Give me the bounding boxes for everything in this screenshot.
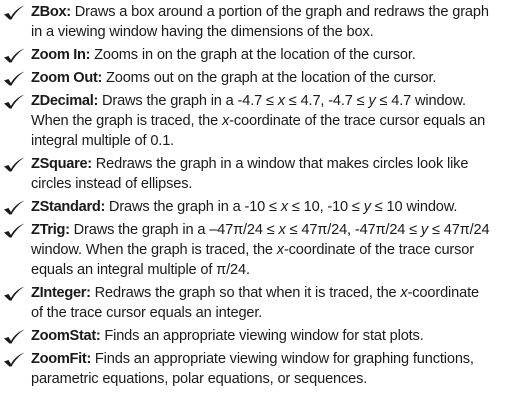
command-description: Redraws the graph so that when it is traced, the <box>90 285 401 301</box>
checkmark-icon <box>3 286 25 301</box>
math-variable: x <box>276 242 284 258</box>
command-description: parametric equations, polar equations, or sequences. <box>31 371 368 387</box>
item-line <box>31 154 514 174</box>
checkmark-icon <box>3 48 25 63</box>
math-variable: x <box>277 93 285 109</box>
item-line <box>31 240 514 260</box>
zoom-commands-list <box>0 2 514 392</box>
math-variable: y <box>368 93 376 109</box>
command-name: Zoom Out: <box>31 70 103 86</box>
item-line <box>31 131 514 151</box>
item-line <box>31 91 514 111</box>
command-description: Zooms in on the graph at the location of the cursor. <box>90 47 416 63</box>
command-description: Draws the graph in a -10 ≤ <box>105 199 281 215</box>
list-item <box>0 197 514 217</box>
command-description: window. When the graph is traced, the <box>31 242 277 258</box>
list-item <box>0 326 514 346</box>
checkmark-icon <box>3 5 25 20</box>
command-description: Zooms out on the graph at the location of the cursor. <box>102 70 437 86</box>
command-description: ≤ 10, -10 ≤ <box>287 199 364 215</box>
command-description: in a viewing window having the dimensions of the box. <box>31 24 374 40</box>
command-description: ≤ 4.7, -4.7 ≤ <box>284 93 369 109</box>
checkmark-icon <box>3 223 25 238</box>
command-description: -coordinate of the trace cursor <box>283 242 474 258</box>
command-name: ZoomStat: <box>31 328 101 344</box>
command-description: When the graph is traced, the <box>31 113 223 129</box>
command-description: of the trace cursor equals an integer. <box>31 305 263 321</box>
command-description: -coordinate of the trace cursor equals an <box>229 113 486 129</box>
item-line <box>31 111 514 131</box>
command-description: Draws a box around a portion of the graph and redraws the graph <box>70 4 489 20</box>
list-item <box>0 349 514 389</box>
command-description: integral multiple of 0.1. <box>31 133 175 149</box>
command-name: Zoom In: <box>31 47 91 63</box>
math-variable: y <box>420 222 429 238</box>
checkmark-icon <box>3 94 25 109</box>
command-description: Finds an appropriate viewing window for graphing functions, <box>91 351 474 367</box>
item-line <box>31 283 514 303</box>
command-description: ≤ 47π/24 <box>428 222 490 238</box>
math-variable: x <box>400 285 408 301</box>
math-variable: x <box>278 222 286 238</box>
item-line <box>31 260 514 280</box>
list-item <box>0 45 514 65</box>
list-item <box>0 154 514 194</box>
item-line <box>31 349 514 369</box>
checkmark-icon <box>3 352 25 367</box>
item-line <box>31 45 514 65</box>
command-description: circles instead of ellipses. <box>31 176 193 192</box>
item-line <box>31 22 514 42</box>
command-name: ZBox: <box>31 4 71 20</box>
checkmark-icon <box>3 329 25 344</box>
math-variable: x <box>222 113 230 129</box>
command-description: Draws the graph in a -4.7 ≤ <box>98 93 278 109</box>
command-description: ≤ 10 window. <box>370 199 458 215</box>
checkmark-icon <box>3 157 25 172</box>
item-line <box>31 220 514 240</box>
command-name: ZSquare: <box>31 156 92 172</box>
command-name: ZDecimal: <box>31 93 99 109</box>
command-description: ≤ 47π/24, -47π/24 ≤ <box>285 222 421 238</box>
item-line <box>31 326 514 346</box>
command-name: ZTrig: <box>31 222 70 238</box>
math-variable: y <box>363 199 371 215</box>
command-name: ZoomFit: <box>31 351 92 367</box>
item-line <box>31 68 514 88</box>
command-description: -coordinate <box>407 285 479 301</box>
list-item <box>0 2 514 42</box>
command-name: ZStandard: <box>31 199 106 215</box>
item-line <box>31 197 514 217</box>
command-name: ZInteger: <box>31 285 91 301</box>
command-description: ≤ 4.7 window. <box>375 93 466 109</box>
item-line <box>31 2 514 22</box>
command-description: equals an integral multiple of π/24. <box>31 262 250 278</box>
math-variable: x <box>280 199 288 215</box>
list-item <box>0 91 514 151</box>
list-item <box>0 283 514 323</box>
item-line <box>31 369 514 389</box>
command-description: Draws the graph in a –47π/24 ≤ <box>69 222 279 238</box>
command-description: Finds an appropriate viewing window for stat plots. <box>100 328 424 344</box>
command-description: Redraws the graph in a window that makes circles look like <box>91 156 469 172</box>
list-item <box>0 68 514 88</box>
checkmark-icon <box>3 71 25 86</box>
checkmark-icon <box>3 200 25 215</box>
item-line <box>31 174 514 194</box>
item-line <box>31 303 514 323</box>
list-item <box>0 220 514 280</box>
